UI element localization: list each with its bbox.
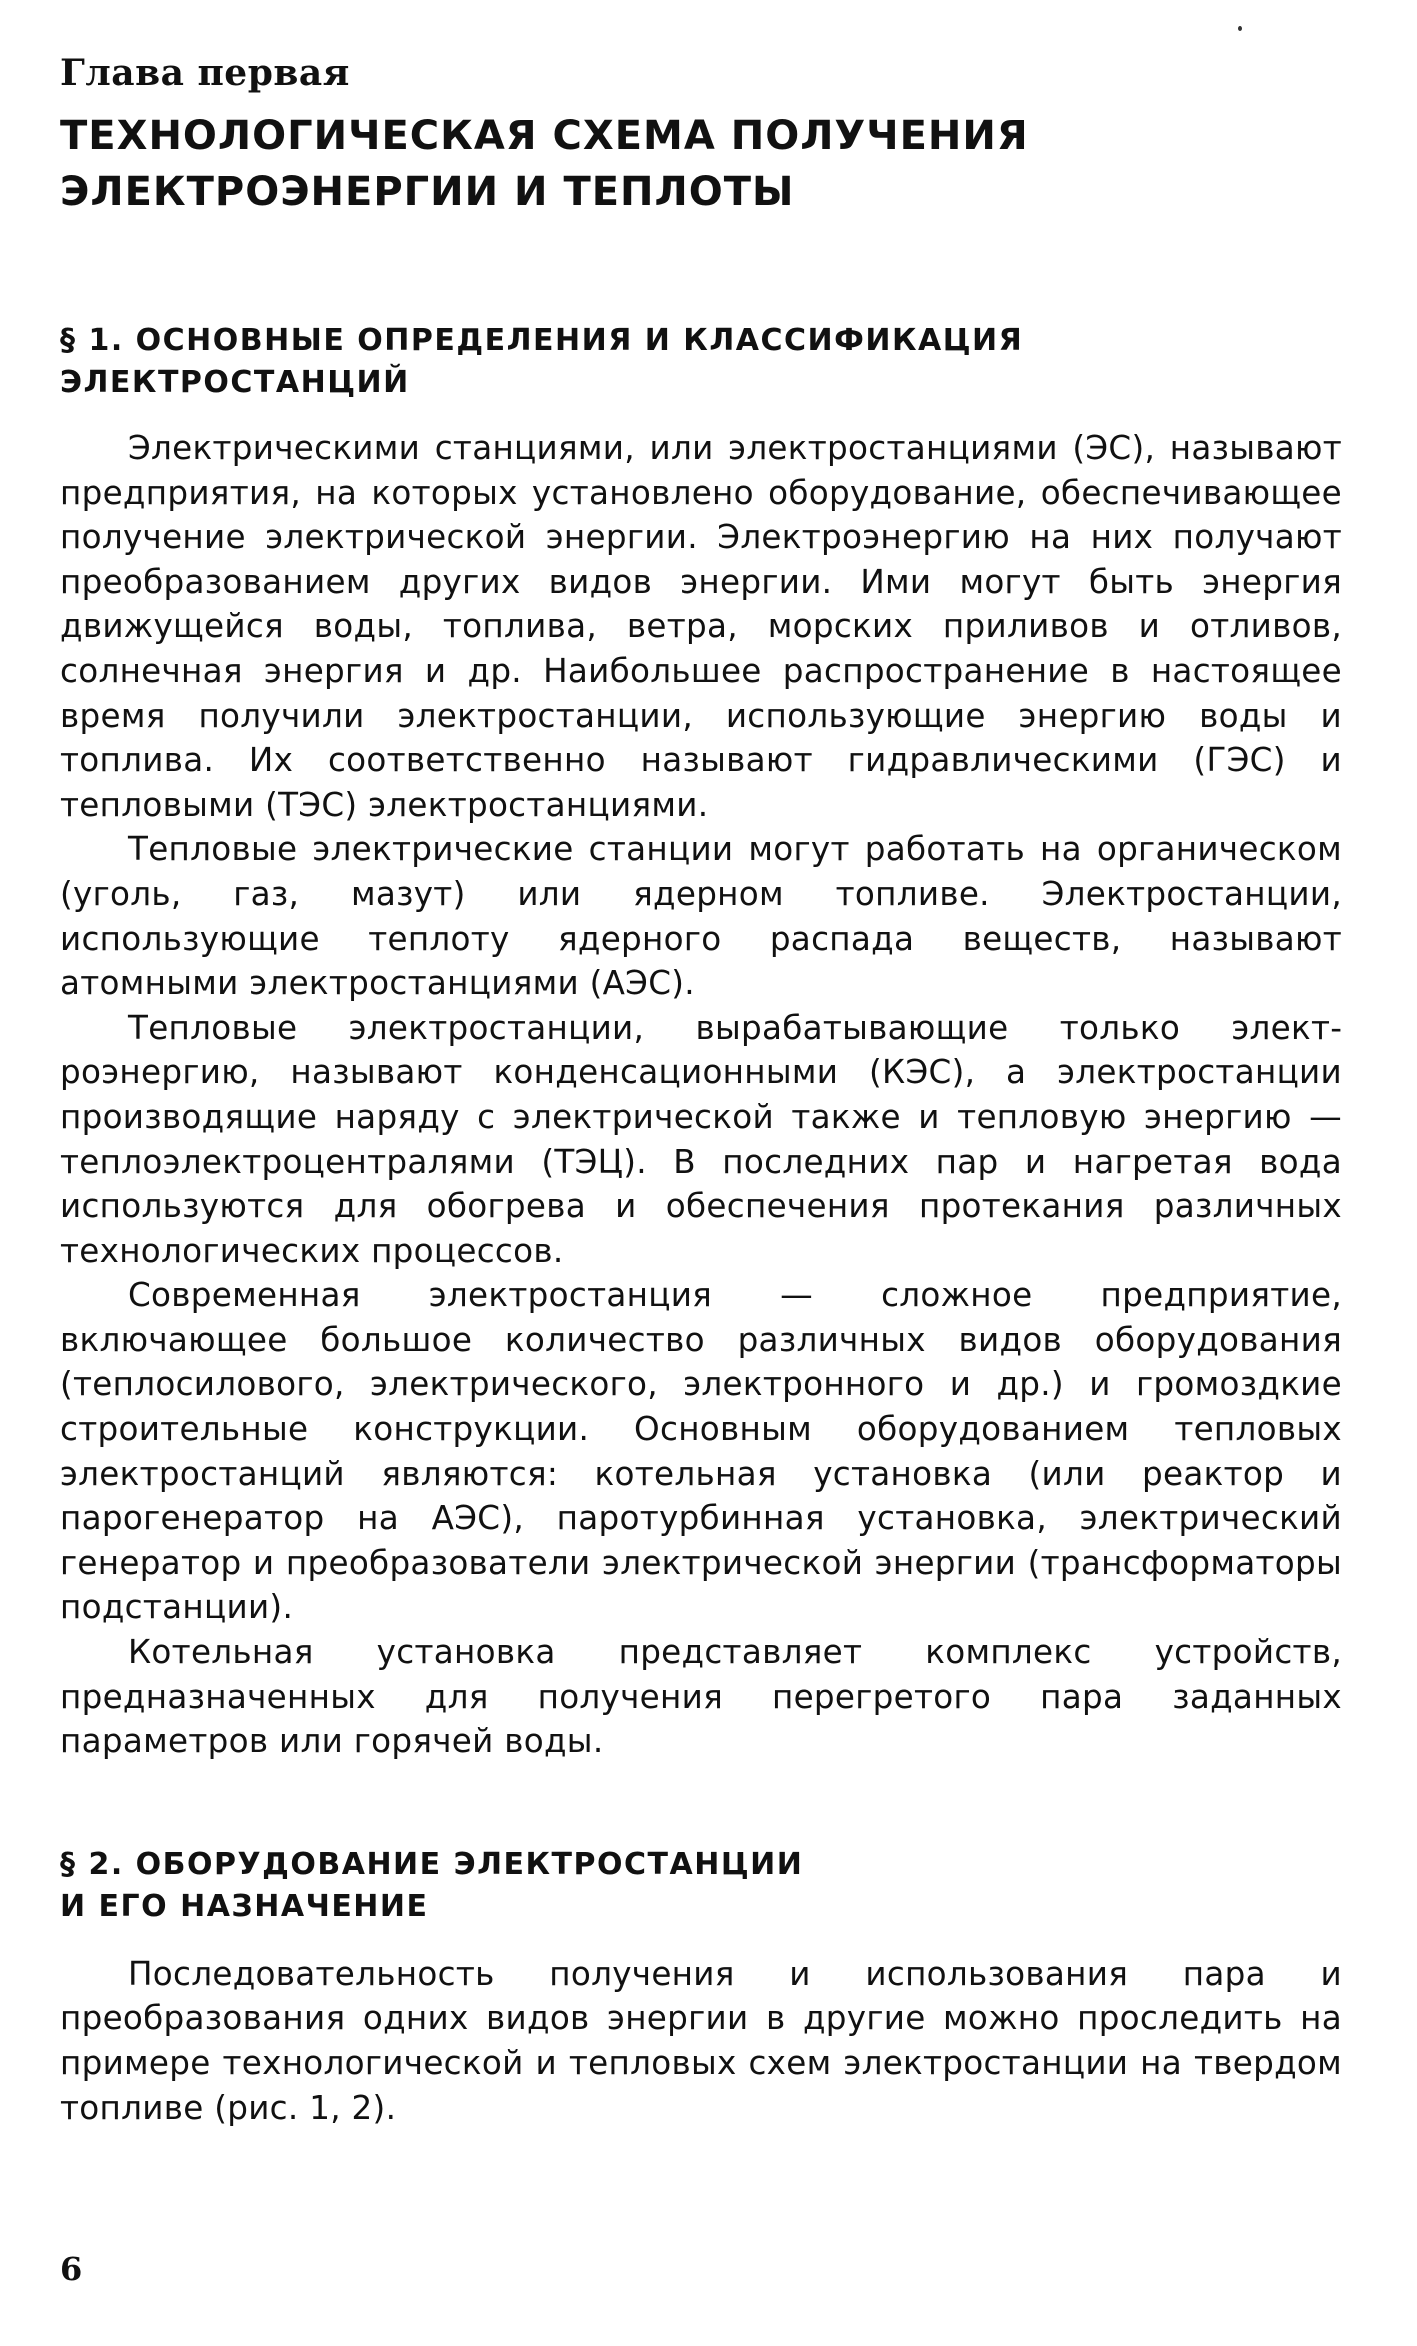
paragraph: Последовательность получения и использования пара и преобразования одних видов энергии в другие можно проследить на примере технологической и тепловых схем электростанции на твердом топливе (рис. 1, 2). [60,1954,1342,2127]
chapter-title-line: ЭЛЕКТРОЭНЕРГИИ И ТЕПЛОТЫ [60,169,795,215]
chapter-label: Глава первая [60,52,350,94]
paragraph: Котельная установка представляет комплекс устройств, предназначенных для получения перегретого пара заданных параметров или горячей воды. [60,1633,1342,1761]
section-2-heading [60,1844,1342,1928]
print-speck [1238,26,1242,31]
section-heading-line: § 2. ОБОРУДОВАНИЕ ЭЛЕКТРОСТАНЦИИ [60,1846,804,1882]
page-number: 6 [60,2250,83,2288]
section-heading-line: И ЕГО НАЗНАЧЕНИЕ [60,1888,429,1924]
chapter-title [60,108,1342,220]
paragraph: Электрическими станциями, или электростанциями (ЭС), называют предприятия, на которых установлено оборудование, обеспечивающее получение электрической энергии. Электроэнергию на них получают преобразованием других видов энергии. Ими могут быть энергия движущейся воды, топлива, ветра, морских приливов и отливов, солнечная энергия и др. Наибольшее распространение в настоящее время получили электростанции, использующие энергию воды и топлива. Их соответственно называют гидравлическими (ГЭС) и тепловыми (ТЭС) электростанциями. [60,429,1342,824]
paragraph: Современная электростанция — сложное предприятие, включающее большое количество различных видов оборудования (теплосилового, электрического, электронного и др.) и громоздкие строительные конструкции. Основным оборудованием тепловых электростанций являются: котельная установка (или реактор и парогенератор на АЭС), паротурбинная установка, электрический генератор и преобразователи электрической энергии (трансформаторы подстанции). [60,1276,1342,1627]
section-1-heading [60,320,1342,404]
section-heading-line: § 1. ОСНОВНЫЕ ОПРЕДЕЛЕНИЯ И КЛАССИФИКАЦИЯ [60,323,1024,358]
paragraph: Тепловые электрические станции могут работать на органическом (уголь, газ, мазут) или ядерном топливе. Электростанции, использующие теплоту ядерного распада веществ, называют атомными электростанциями (АЭС). [60,830,1342,1003]
chapter-title-line: ТЕХНОЛОГИЧЕСКАЯ СХЕМА ПОЛУЧЕНИЯ [60,113,1029,159]
paragraph: Тепловые электростанции, вырабатывающие только электроэнергию, называют конденсационными (КЭС), а электростанции производящие наряду с электрической также и тепловую энергию — теплоэлектроцентралями (ТЭЦ). В последних пар и нагретая вода используются для обогрева и обеспечения протекания различных технологических процессов. [60,1008,1342,1270]
section-heading-line: ЭЛЕКТРОСТАНЦИЙ [60,365,410,400]
book-page [60,52,1342,2130]
